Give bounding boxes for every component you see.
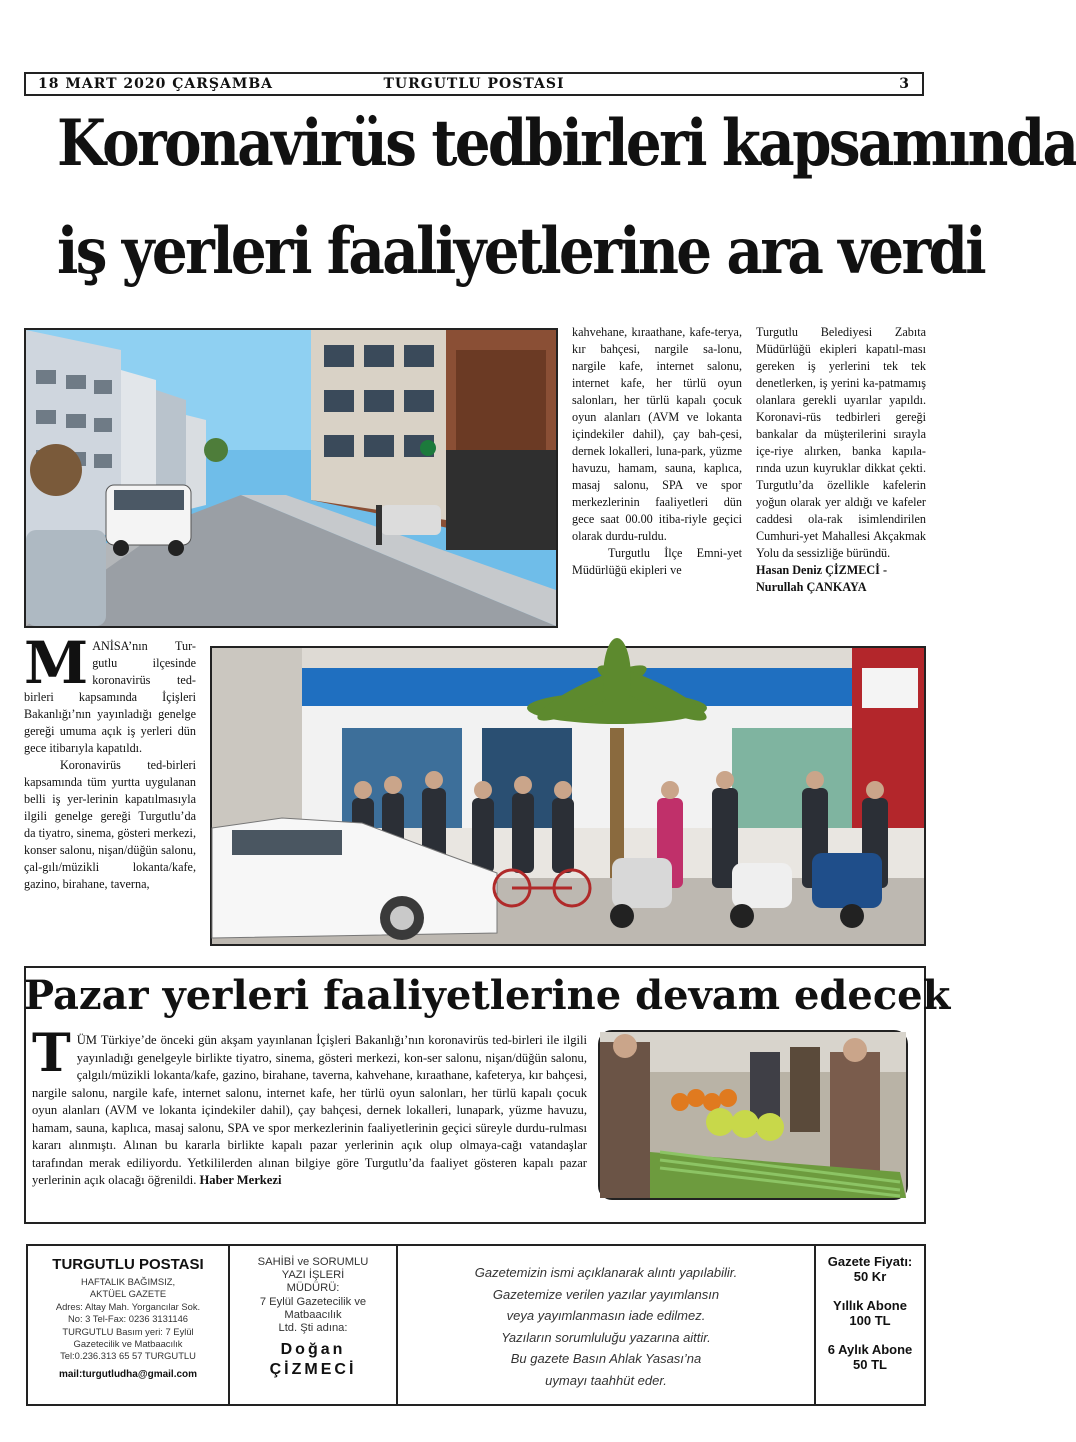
owner-last-name: ÇİZMECİ [269,1361,357,1379]
masthead-email: mail:turgutludha@gmail.com [58,1368,198,1380]
owner-line-1: SAHİBİ ve SORUMLU [257,1256,369,1268]
publication-notice [398,1246,814,1404]
notice-line-4: Yazıların sorumluluğu yazarına aittir. [501,1329,711,1345]
owner-lines [230,1256,396,1335]
article-column-left [24,629,196,893]
market-article-text: ÜM Türkiye’de önceki gün akşam yayınlanan İçişleri Bakanlığı’nın koronavirüs ted-birleri ile ilgili yayınladığı genelgeyle birlikte tiyatro, sinema, gösteri merkezi, kon-ser salonu, nişan/düğün salonu, çalgılı/müzikli lokanta/kafe, gazino, birahane, taverna, kahvehane, kıraathane, kafeterya, kır bahçesi, nargile salonu, nargile kafe, internet salonu, internet kafe, her türlü oyun salonları, her türlü kapalı çocuk oyun alanları (AVM ve lokanta içindekiler dahil), çay bahçesi, dernek lokalleri, lunapark, yüzme havuzu, hamam, sauna, kaplıca, masaj salonu, SPA ve spor merkezlerinin faaliyetlerinin geçici süreyle durdu-rulması kararı alınmıştı. Alınan bu kararla birlikte kapalı pazar yerlerinin açık olup olmaya-cağı vatandaşlar tarafından merak ediliyordu. Yetkililerden alınan bilgiye göre Turgutlu’da faaliyet gösteren kapalı pazar yerlerinin açık olacağı öğrenildi. [32,1033,587,1187]
market-headline: Pazar yerleri faaliyetlerine devam edecek [24,972,951,1019]
street-photo-illustration [26,330,556,626]
notice-line-3: veya yayımlanmasın iade edilmez. [506,1308,706,1323]
market-photo [598,1030,908,1200]
market-article-byline: Haber Merkezi [199,1173,282,1187]
issue-date: 18 MART 2020 ÇARŞAMBA [38,76,274,92]
owner-line-5: Matbaacılık [284,1308,342,1321]
price-label: Gazete Fiyatı: [827,1254,913,1269]
owner-line-6: Ltd. Şti adına: [278,1322,348,1335]
page-header [24,72,924,96]
masthead-line-4: No: 3 Tel-Fax: 0236 3131146 [67,1313,189,1325]
masthead-line-5: TURGUTLU Basım yeri: 7 Eylül [62,1325,194,1337]
masthead-line-7: Tel:0.236.313 65 57 TURGUTLU [60,1350,196,1362]
notice-line-5: Bu gazete Basın Ahlak Yasası’na [510,1351,702,1366]
headline-line-1: Koronavirüs tedbirleri kapsamında [57,106,1076,181]
notice-line-1: Gazetemizin ismi açıklanarak alıntı yapılabilir. [474,1265,738,1280]
column-middle-paragraph-1: kahvehane, kıraathane, kafe-terya, kır bahçesi, nargile sa-lonu, nargile kafe, internet salonu, internet kafe, her türlü oyun salonları, her türlü kapalı çocuk oyun alanları (AVM ve lokanta içindekiler dahil), çay bah-çesi, dernek lokalleri, luna-park, yüzme havuzu, hamam, sauna, kaplıca, masaj salonu, SPA ve spor merkezlerinin faaliyetleri dün gece saat 00.00 itiba-riyle geçici olarak durdu-ruldu. [572,325,742,543]
price-list [816,1246,924,1404]
column-left-paragraph-2: Koronavirüs ted-birleri kapsamında tüm yurtta uygulanan belli iş yer-lerinin kapatılmasıyla ilgili genelge gereği Turgutlu’da da tiyatro, sinema, gösteri merkezi, konser salonu, nişan/düğün salonu, çal-gılı/müzikli lokanta/kafe, gazino, birahane, taverna, [24,758,196,891]
notice-line-2: Gazetemize verilen yazılar yayımlansın [492,1286,720,1302]
price-item [816,1342,924,1372]
masthead-line-2: AKTÜEL GAZETE [89,1288,167,1300]
page-number: 3 [899,76,910,92]
owner-info [230,1246,396,1404]
street-photo [24,328,558,628]
market-article-body [32,1023,587,1190]
masthead-info [28,1246,228,1404]
price-value: 50 Kr [853,1269,887,1284]
headline-line-2: iş yerleri faaliyetlerine ara verdi [57,214,984,289]
masthead-line-3: Adres: Altay Mah. Yorgancılar Sok. [55,1300,201,1312]
price-label: 6 Aylık Abone [827,1342,913,1357]
column-middle-paragraph-2: Turgutlu İlçe Emni-yet Müdürlüğü ekipleri ve [572,546,742,577]
owner-first-name: Doğan [280,1341,346,1359]
price-label: Yıllık Abone [833,1298,907,1313]
column-right-paragraph-1: Turgutlu Belediyesi Zabıta Müdürlüğü ekipleri kapatıl-ması gereken iş yerlerini tek tek denetlerken, iş yerini ka-patmamış olanlara gerekli uyarılar yapıldı. Koronavi-rüs tedbirleri gereği bankalar da müşterilerini sırayla içe-riye alırken, banka kapıla-rında uzun kuyruklar dikkat çekti. Turgutlu’da özellikle kafelerin yoğun olarak yer aldığı ve kafeler caddesi ola-rak isimlendirilen Cumhuri-yet Mahallesi Akçakmak Yolu da sessizliğe büründü. [756,325,926,560]
paper-name: TURGUTLU POSTASI [383,76,565,92]
article-column-middle [572,324,742,579]
drop-cap-t: T [32,1023,71,1084]
price-value: 100 TL [849,1313,891,1328]
article-byline: Hasan Deniz ÇİZMECİ - Nurullah ÇANKAYA [756,563,888,594]
bank-queue-illustration [212,648,924,944]
drop-cap-m: M [24,629,89,697]
masthead-footer [26,1244,926,1406]
masthead-line-1: HAFTALIK BAĞIMSIZ, [80,1276,176,1287]
owner-line-2: YAZI İŞLERİ [281,1269,345,1282]
price-item [816,1298,924,1328]
owner-line-4: 7 Eylül Gazetecilik ve [259,1295,367,1308]
masthead-line-6: Gazetecilik ve Matbaacılık [73,1338,183,1350]
market-photo-illustration [600,1032,906,1198]
price-value: 50 TL [853,1357,887,1372]
notice-line-6: uymayı taahhüt eder. [545,1372,667,1388]
article-column-right [756,324,926,596]
price-item [816,1254,924,1284]
bank-queue-photo [210,646,926,946]
column-left-paragraph-1: ANİSA’nın Tur-gutlu ilçesinde koronavirüs ted-birleri kapsamında İçişleri Bakanlığı’nın yayınladığı genelge gereği umuma açık iş yerleri dün gece itibarıyla kapatıldı. [24,639,196,755]
masthead-title: TURGUTLU POSTASI [52,1256,204,1273]
masthead-lines [28,1276,228,1363]
owner-line-3: MÜDÜRÜ: [286,1282,340,1295]
